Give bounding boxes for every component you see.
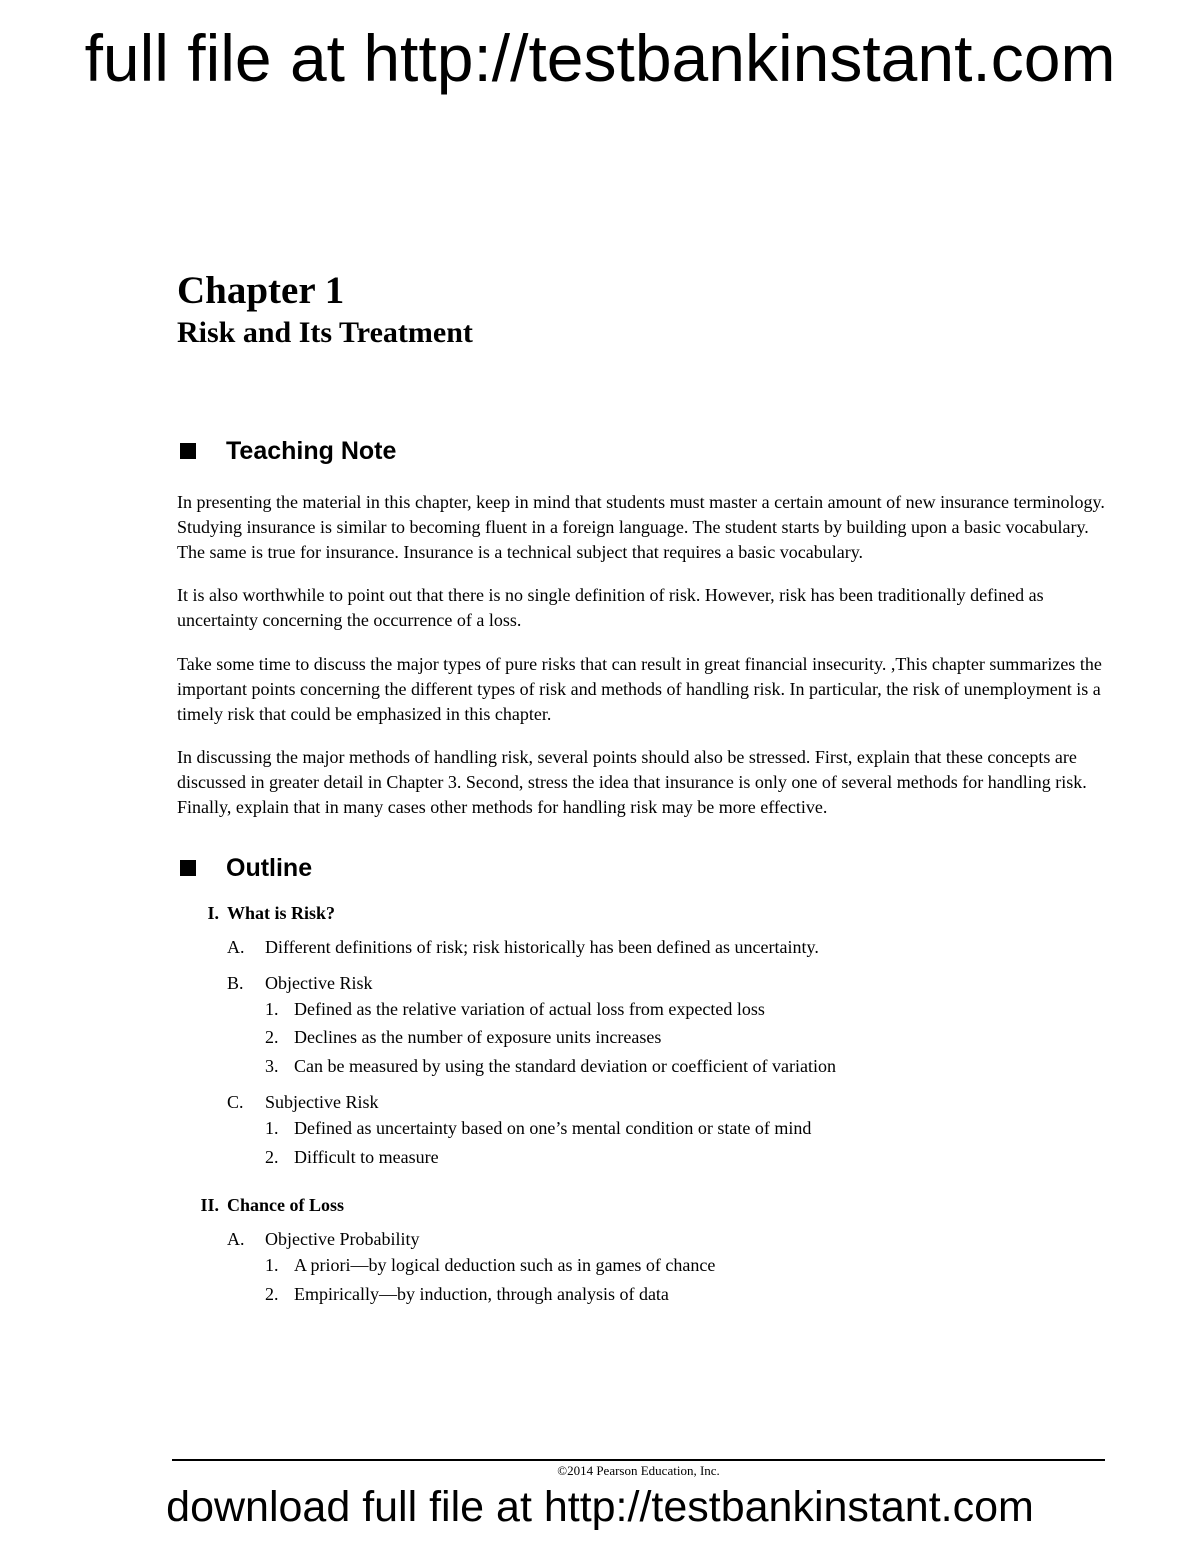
top-watermark-banner: full file at http://testbankinstant.com [84,21,1116,95]
outline-subitem-number: 1. [265,1118,279,1139]
outline-subitem-number: 1. [265,1255,279,1276]
outline-item-letter: C. [227,1092,244,1113]
outline-list [177,901,1107,1309]
outline-subitem-number: 3. [265,1055,279,1076]
outline-subitem [265,1143,1107,1172]
outline-item-letter: A. [227,936,245,957]
outline-subitem [265,995,1107,1024]
outline-subitem [265,1280,1107,1309]
outline-section [177,901,1107,925]
teaching-note-paragraph: Take some time to discuss the major types of pure risks that can result in great financial insecurity. ,This chapter summarizes the important points concerning the different types of risk and methods of handling risk. In particular, the risk of unemployment is a timely risk that could be emphasized in this chapter. [177,653,1102,724]
outline-subitem [265,1251,1107,1280]
chapter-title: Risk and Its Treatment [177,316,473,349]
outline-subitem [265,1052,1107,1081]
outline-section-number: II. [200,1195,219,1216]
teaching-note-paragraph: It is also worthwhile to point out that there is no single definition of risk. However, risk has been traditionally defined as uncertainty concerning the occurrence of a loss. [177,585,1044,631]
outline-item-text: Objective Risk [265,972,373,993]
outline-section-title: What is Risk? [227,902,336,923]
outline-item-letter: A. [227,1229,245,1250]
footer-copyright: ©2014 Pearson Education, Inc. [557,1463,720,1478]
outline-subitem-text: Difficult to measure [294,1146,439,1167]
outline-subitem-number: 2. [265,1146,279,1167]
outline-subitem [265,1114,1107,1143]
outline-section-title: Chance of Loss [227,1195,345,1216]
chapter-number: Chapter 1 [177,269,345,312]
square-bullet-icon [180,860,196,876]
teaching-note-paragraph: In discussing the major methods of handling risk, several points should also be stressed. First, explain that these concepts are discussed in greater detail in Chapter 3. Second, stress the idea that insurance is only one of several methods for handling risk. Finally, explain that in many cases other methods for handling risk may be more effective. [177,747,1087,817]
outline-heading [177,853,1107,883]
outline-item-letter: B. [227,972,244,993]
outline-item-text: Different definitions of risk; risk historically has been defined as uncertainty. [265,936,819,957]
outline-subitem-number: 2. [265,1283,279,1304]
outline-subitem-text: Can be measured by using the standard deviation or coefficient of variation [294,1055,836,1076]
outline-item [227,971,1107,995]
outline-item [227,1227,1107,1251]
outline-subitem-text: Defined as uncertainty based on one’s mental condition or state of mind [294,1118,812,1139]
outline-section [177,1193,1107,1217]
outline-heading-text: Outline [226,853,313,882]
bottom-watermark-banner: download full file at http://testbankinstant.com [166,1483,1034,1531]
outline-item [227,935,1107,959]
outline-subitem-text: A priori—by logical deduction such as in games of chance [294,1255,716,1276]
outline-subitem-text: Declines as the number of exposure units increases [294,1027,662,1048]
teaching-note-body [177,490,1107,820]
outline-item-text: Objective Probability [265,1229,420,1250]
outline-section-number: I. [207,902,219,923]
footer-divider [172,1459,1105,1461]
teaching-note-heading-text: Teaching Note [226,437,397,465]
outline-subitem-text: Defined as the relative variation of actual loss from expected loss [294,998,765,1019]
outline-subitem-text: Empirically—by induction, through analysis of data [294,1283,669,1304]
outline-subitem-number: 2. [265,1027,279,1048]
page-content [177,268,1107,1308]
outline-item [227,1090,1107,1114]
outline-subitem-number: 1. [265,998,279,1019]
outline-item-text: Subjective Risk [265,1092,379,1113]
outline-subitem [265,1023,1107,1052]
teaching-note-heading [177,436,1107,466]
teaching-note-paragraph: In presenting the material in this chapter, keep in mind that students must master a certain amount of new insurance terminology. Studying insurance is similar to becoming fluent in a foreign language. The student starts by building upon a basic vocabulary. The same is true for insurance. Insurance is a technical subject that requires a basic vocabulary. [177,492,1105,562]
square-bullet-icon [180,443,196,459]
